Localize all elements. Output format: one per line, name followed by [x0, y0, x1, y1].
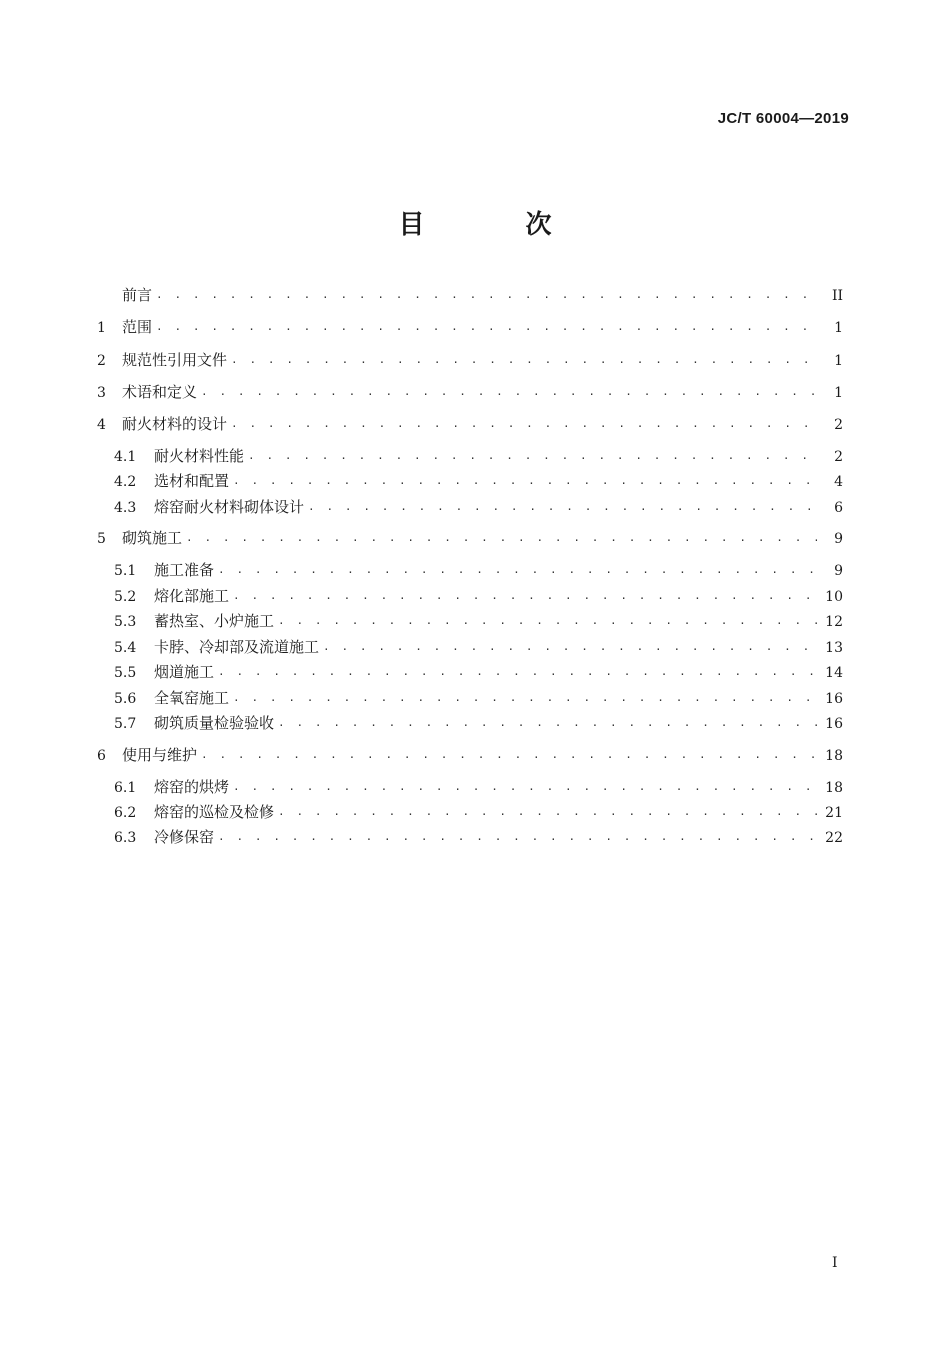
- dot-leader: [278, 801, 817, 823]
- dot-leader: [156, 316, 817, 338]
- page-number: I: [832, 1255, 838, 1271]
- dot-leader: [233, 585, 817, 607]
- dot-leader: [233, 470, 817, 492]
- toc-entry-page: 18: [825, 780, 843, 796]
- toc-entry-label: 耐火材料性能: [154, 447, 245, 465]
- page-title: 目 次: [398, 210, 598, 240]
- toc-entry-number: 3: [97, 385, 106, 401]
- dot-leader: [308, 496, 817, 518]
- toc-entry-label: 熔窑的巡检及检修: [154, 803, 275, 821]
- toc-entry-label: 蓄热室、小炉施工: [154, 612, 275, 630]
- toc-entry-5-6[interactable]: [114, 687, 843, 709]
- dot-leader: [201, 744, 817, 766]
- toc-entry-label: 熔窑的烘烤: [154, 778, 230, 796]
- toc-entry-number: 5.7: [114, 716, 137, 732]
- dot-leader: [233, 776, 817, 798]
- dot-leader: [218, 826, 817, 848]
- toc-entry-number: 5: [97, 531, 106, 547]
- toc-entry-foreword[interactable]: [97, 284, 843, 306]
- toc-entry-number: 6.1: [114, 780, 137, 796]
- dot-leader: [233, 687, 817, 709]
- dot-leader: [156, 284, 817, 306]
- toc-entry-number: 5.6: [114, 691, 137, 707]
- dot-leader: [231, 413, 817, 435]
- toc-entry-page: 16: [825, 691, 843, 707]
- toc-entry-label: 前言: [122, 286, 153, 304]
- toc-entry-page: 2: [834, 417, 843, 433]
- dot-leader: [201, 381, 817, 403]
- toc-entry-page: 12: [825, 614, 843, 630]
- toc-entry-page: 22: [825, 830, 843, 846]
- toc-entry-number: 4.2: [114, 474, 137, 490]
- dot-leader: [278, 712, 817, 734]
- toc-entry-6-1[interactable]: [114, 776, 843, 798]
- toc-entry-number: 1: [97, 320, 106, 336]
- toc-entry-page: 1: [834, 320, 843, 336]
- toc-entry-3[interactable]: [97, 381, 843, 403]
- toc-entry-label: 施工准备: [154, 561, 215, 579]
- toc-entry-5-4[interactable]: [114, 636, 843, 658]
- toc-entry-5-3[interactable]: [114, 610, 843, 632]
- toc-entry-label: 熔窑耐火材料砌体设计: [154, 498, 305, 516]
- toc-entry-page: 9: [834, 563, 843, 579]
- toc-entry-page: 1: [834, 385, 843, 401]
- toc-entry-number: 4.3: [114, 500, 137, 516]
- toc-entry-4[interactable]: [97, 413, 843, 435]
- toc-entry-1[interactable]: [97, 316, 843, 338]
- toc-entry-number: 4.1: [114, 449, 137, 465]
- toc-entry-4-1[interactable]: [114, 445, 843, 467]
- toc-entry-page: 13: [825, 640, 843, 656]
- toc-entry-page: 16: [825, 716, 843, 732]
- toc-entry-label: 熔化部施工: [154, 587, 230, 605]
- toc-entry-label: 使用与维护: [122, 746, 198, 764]
- toc-entry-page: II: [831, 288, 843, 304]
- toc-entry-page: 9: [834, 531, 843, 547]
- toc-entry-label: 术语和定义: [122, 383, 198, 401]
- toc-entry-page: 10: [825, 589, 843, 605]
- toc-entry-number: 4: [97, 417, 106, 433]
- toc-entry-number: 5.5: [114, 665, 137, 681]
- dot-leader: [186, 527, 817, 549]
- document-code: JC/T 60004—2019: [717, 110, 849, 127]
- toc-entry-number: 5.3: [114, 614, 137, 630]
- toc-entry-label: 规范性引用文件: [122, 351, 228, 369]
- toc-entry-number: 5.1: [114, 563, 137, 579]
- toc-entry-number: 5.2: [114, 589, 137, 605]
- toc-entry-label: 冷修保窑: [154, 828, 215, 846]
- toc-entry-page: 18: [825, 748, 843, 764]
- toc-entry-5-7[interactable]: [114, 712, 843, 734]
- dot-leader: [278, 610, 817, 632]
- toc-entry-number: 6.3: [114, 830, 137, 846]
- toc-entry-page: 1: [834, 353, 843, 369]
- toc-entry-label: 范围: [122, 318, 153, 336]
- toc-entry-6-3[interactable]: [114, 826, 843, 848]
- toc-entry-label: 卡脖、冷却部及流道施工: [154, 638, 320, 656]
- toc-entry-6[interactable]: [97, 744, 843, 766]
- dot-leader: [218, 559, 817, 581]
- toc-entry-page: 6: [834, 500, 843, 516]
- toc-entry-5-5[interactable]: [114, 661, 843, 683]
- toc-entry-label: 全氧窑施工: [154, 689, 230, 707]
- toc-entry-label: 砌筑施工: [122, 529, 183, 547]
- toc-entry-number: 2: [97, 353, 106, 369]
- toc-entry-5-1[interactable]: [114, 559, 843, 581]
- toc-entry-2[interactable]: [97, 349, 843, 371]
- toc-entry-6-2[interactable]: [114, 801, 843, 823]
- dot-leader: [323, 636, 817, 658]
- toc-entry-number: 6.2: [114, 805, 137, 821]
- toc-entry-page: 14: [825, 665, 843, 681]
- toc-entry-label: 选材和配置: [154, 472, 230, 490]
- toc-entry-4-3[interactable]: [114, 496, 843, 518]
- toc-entry-label: 砌筑质量检验验收: [154, 714, 275, 732]
- toc-entry-5-2[interactable]: [114, 585, 843, 607]
- dot-leader: [218, 661, 817, 683]
- toc-entry-page: 2: [834, 449, 843, 465]
- toc-entry-5[interactable]: [97, 527, 843, 549]
- dot-leader: [248, 445, 817, 467]
- toc-entry-label: 烟道施工: [154, 663, 215, 681]
- toc-entry-page: 4: [834, 474, 843, 490]
- dot-leader: [231, 349, 817, 371]
- toc-entry-4-2[interactable]: [114, 470, 843, 492]
- toc-entry-label: 耐火材料的设计: [122, 415, 228, 433]
- toc-entry-number: 6: [97, 748, 106, 764]
- toc-entry-page: 21: [825, 805, 843, 821]
- toc-entry-number: 5.4: [114, 640, 137, 656]
